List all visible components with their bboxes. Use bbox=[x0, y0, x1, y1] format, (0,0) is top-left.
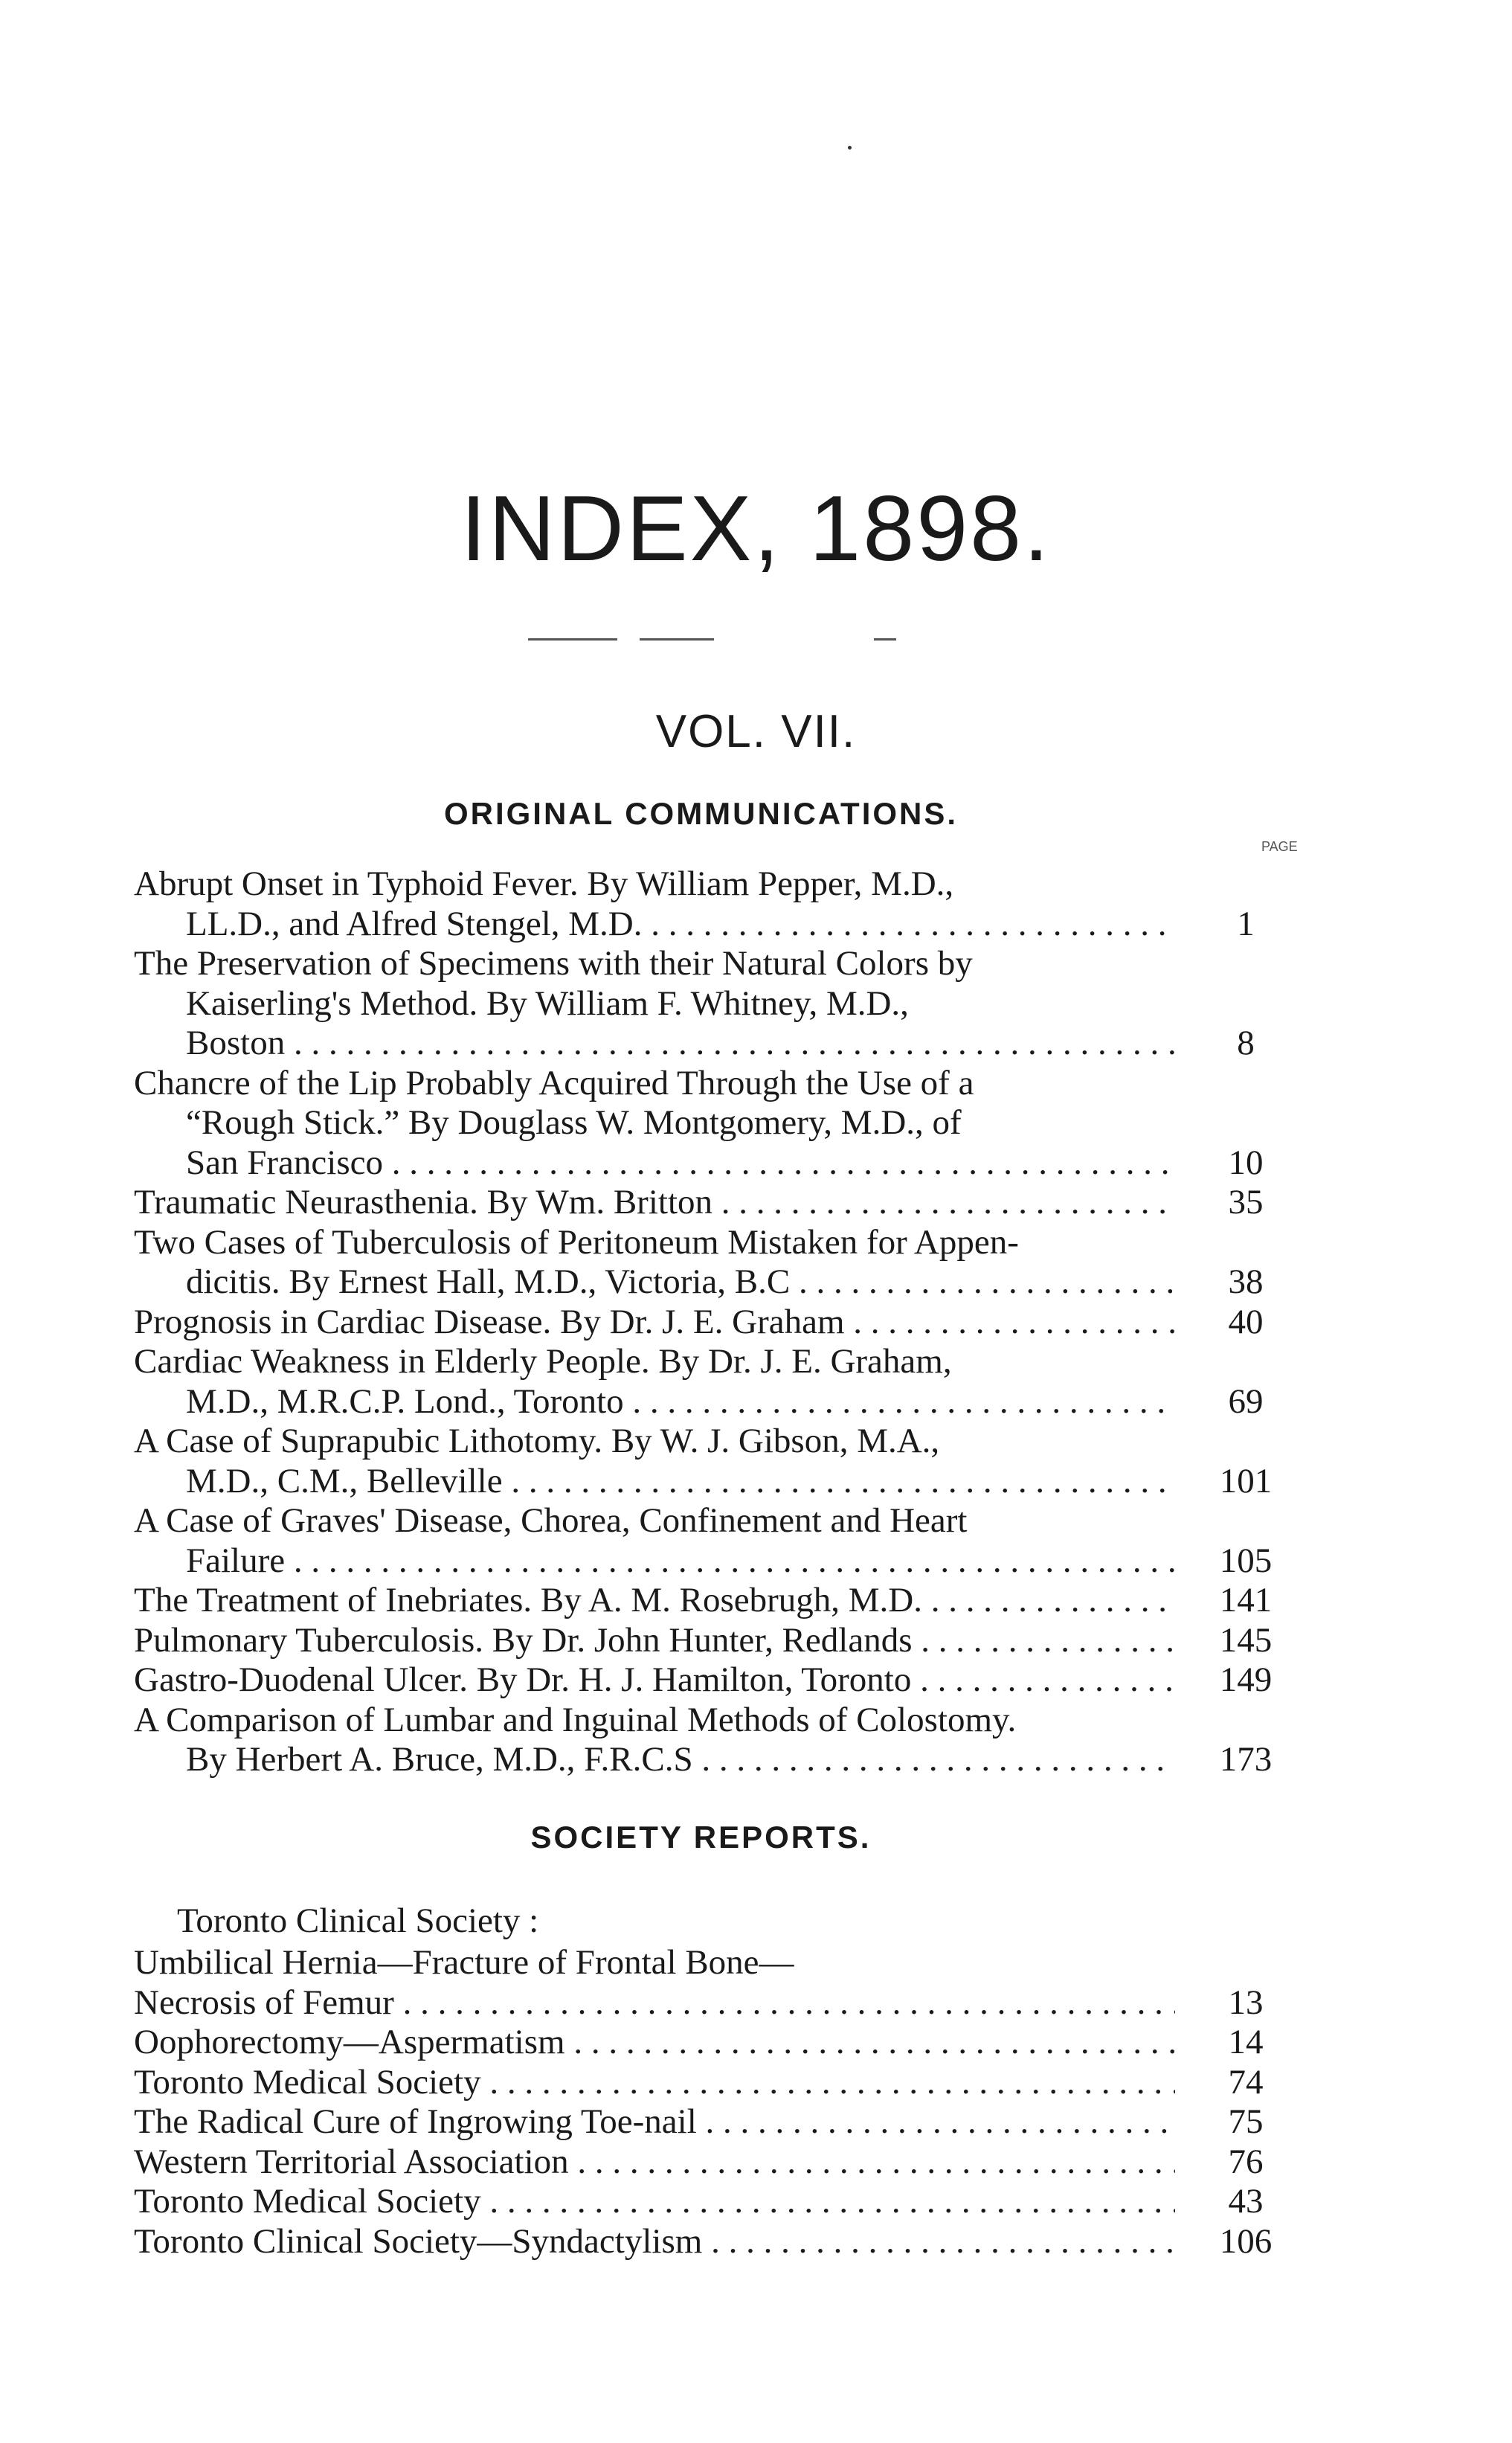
entry-text: Abrupt Onset in Typhoid Fever. By William Pepper, M.D., bbox=[134, 864, 954, 903]
entry-text: A Comparison of Lumbar and Inguinal Methods of Colostomy. bbox=[134, 1700, 1017, 1739]
page-number: 76 bbox=[1228, 2142, 1264, 2181]
index-entry-line bbox=[134, 2141, 1175, 2183]
entry-text: The Radical Cure of Ingrowing Toe-nail bbox=[134, 2102, 697, 2141]
stray-mark bbox=[848, 146, 852, 150]
entry-text: Prognosis in Cardiac Disease. By Dr. J. E. Graham bbox=[134, 1302, 845, 1341]
index-entry-line bbox=[186, 1022, 1175, 1064]
entry-text: Pulmonary Tuberculosis. By Dr. John Hunter, Redlands bbox=[134, 1620, 913, 1660]
index-entry-line bbox=[134, 1062, 1175, 1104]
entry-text: A Case of Graves' Disease, Chorea, Confinement and Heart bbox=[134, 1501, 968, 1540]
entry-text: Failure bbox=[186, 1541, 286, 1580]
entry-text: Two Cases of Tuberculosis of Peritoneum Mistaken for Appen- bbox=[134, 1222, 1019, 1262]
page-number: 8 bbox=[1237, 1024, 1255, 1062]
title-rule bbox=[528, 638, 617, 641]
page-number: 43 bbox=[1228, 2182, 1264, 2221]
volume-label: VOL. VII. bbox=[655, 706, 857, 757]
page-number: 149 bbox=[1219, 1660, 1273, 1699]
page-number: 75 bbox=[1228, 2102, 1264, 2141]
index-entry-line bbox=[134, 2101, 1175, 2142]
index-entry-line bbox=[134, 2061, 1175, 2103]
index-entry-line bbox=[134, 1982, 1175, 2023]
entry-text: M.D., C.M., Belleville bbox=[186, 1461, 503, 1500]
section-heading-original: ORIGINAL COMMUNICATIONS. bbox=[443, 796, 959, 831]
index-entry-line bbox=[134, 1222, 1175, 1263]
entry-text: Toronto Clinical Society—Syndactylism bbox=[134, 2221, 703, 2261]
title-rule bbox=[874, 638, 896, 641]
entry-text: “Rough Stick.” By Douglass W. Montgomery, M.D., of bbox=[186, 1103, 962, 1142]
entry-text: Gastro-Duodenal Ulcer. By Dr. H. J. Hamilton, Toronto bbox=[134, 1660, 912, 1699]
index-entry-line bbox=[134, 1619, 1175, 1661]
index-entry-line bbox=[186, 1460, 1175, 1502]
page-number: 74 bbox=[1228, 2062, 1264, 2102]
entry-text: Necrosis of Femur bbox=[134, 1983, 394, 2022]
index-entry-line bbox=[134, 2180, 1175, 2222]
society-subheading: Toronto Clinical Society : bbox=[177, 1901, 539, 1940]
page-number: 69 bbox=[1228, 1381, 1264, 1421]
index-entry-line bbox=[186, 1102, 1175, 1143]
index-entry-line bbox=[134, 943, 1175, 984]
index-entry-line bbox=[134, 1420, 1175, 1462]
entry-text: Traumatic Neurasthenia. By Wm. Britton bbox=[134, 1183, 713, 1222]
entry-text: Chancre of the Lip Probably Acquired Through the Use of a bbox=[134, 1063, 974, 1102]
page-number: 141 bbox=[1219, 1581, 1273, 1619]
index-entry-line bbox=[134, 2221, 1175, 2262]
page-number: 13 bbox=[1228, 1983, 1264, 2022]
index-entry-line bbox=[186, 1261, 1175, 1303]
index-entry-line bbox=[134, 1942, 1175, 1983]
entry-text: The Preservation of Specimens with their Natural Colors by bbox=[134, 944, 973, 983]
entry-text: Toronto Medical Society bbox=[134, 2062, 481, 2102]
index-entry-line bbox=[134, 1579, 1175, 1621]
page-title: INDEX, 1898. bbox=[460, 478, 1052, 580]
entry-text: Toronto Medical Society bbox=[134, 2182, 481, 2221]
index-entry-line bbox=[186, 903, 1175, 945]
entry-text: The Treatment of Inebriates. By A. M. Rosebrugh, M.D. bbox=[134, 1581, 923, 1619]
index-entry-line bbox=[134, 1301, 1175, 1343]
index-entry-line bbox=[134, 2021, 1175, 2063]
page-number: 38 bbox=[1228, 1262, 1264, 1301]
index-entry-line bbox=[186, 1540, 1175, 1582]
index-entry-line bbox=[134, 1181, 1175, 1223]
entry-text: M.D., M.R.C.P. Lond., Toronto bbox=[186, 1381, 624, 1421]
entry-text: Umbilical Hernia—Fracture of Frontal Bone— bbox=[134, 1943, 794, 1982]
page-number: 106 bbox=[1219, 2221, 1273, 2261]
index-entry-line bbox=[186, 1142, 1175, 1184]
entry-text: A Case of Suprapubic Lithotomy. By W. J. Gibson, M.A., bbox=[134, 1422, 940, 1460]
entry-text: Kaiserling's Method. By William F. Whitney, M.D., bbox=[186, 983, 909, 1023]
page-number: 10 bbox=[1228, 1143, 1264, 1182]
entry-text: By Herbert A. Bruce, M.D., F.R.C.S bbox=[186, 1740, 693, 1779]
index-entry-line bbox=[134, 1500, 1175, 1541]
title-rule bbox=[640, 638, 714, 641]
section-heading-society: SOCIETY REPORTS. bbox=[530, 1820, 872, 1855]
page-number: 105 bbox=[1219, 1541, 1273, 1580]
entry-text: Oophorectomy—Aspermatism bbox=[134, 2023, 565, 2061]
index-entry-line bbox=[134, 1699, 1175, 1741]
index-entry-line bbox=[134, 1659, 1175, 1701]
index-entry-line bbox=[186, 1739, 1175, 1780]
page-number: 145 bbox=[1219, 1620, 1273, 1660]
entry-text: LL.D., and Alfred Stengel, M.D. bbox=[186, 904, 643, 943]
page-number: 40 bbox=[1228, 1302, 1264, 1341]
index-entry-line bbox=[186, 983, 1175, 1024]
index-entry-line bbox=[186, 1381, 1175, 1422]
entry-text: Boston bbox=[186, 1024, 286, 1062]
entry-text: Western Territorial Association bbox=[134, 2142, 569, 2181]
page-number: 173 bbox=[1219, 1740, 1273, 1779]
entry-text: dicitis. By Ernest Hall, M.D., Victoria, B.C bbox=[186, 1262, 791, 1301]
index-entry-line bbox=[134, 1341, 1175, 1382]
page-number: 14 bbox=[1228, 2023, 1264, 2061]
page-number: 1 bbox=[1237, 904, 1255, 943]
entry-text: Cardiac Weakness in Elderly People. By Dr. J. E. Graham, bbox=[134, 1342, 952, 1381]
page-column-label: PAGE bbox=[1261, 839, 1298, 854]
page-number: 101 bbox=[1219, 1461, 1273, 1500]
entry-text: San Francisco bbox=[186, 1143, 383, 1182]
page-number: 35 bbox=[1228, 1183, 1264, 1222]
index-entry-line bbox=[134, 863, 1175, 905]
